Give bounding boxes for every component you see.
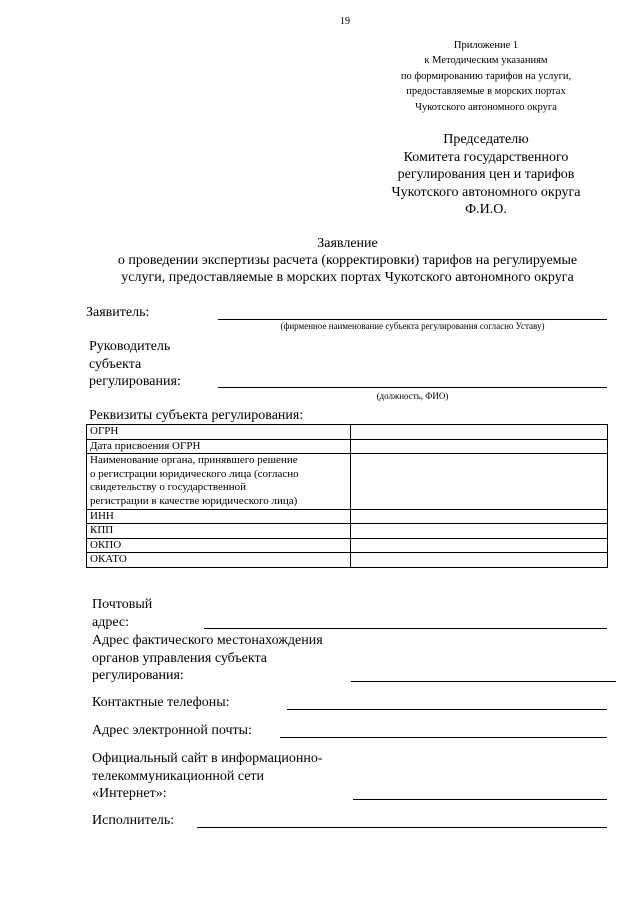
website-input-line[interactable]: [353, 799, 607, 800]
cell-text: ИНН: [90, 509, 114, 522]
cell-text: о регистрации юридического лица (согласно: [90, 467, 299, 480]
appendix-note: [355, 38, 617, 115]
executor-label: Исполнитель:: [92, 813, 175, 828]
table-row: [87, 538, 608, 553]
table-cell-label: [87, 454, 351, 509]
table-row: [87, 524, 608, 539]
website-label-line: «Интернет»:: [92, 786, 167, 801]
ogrn-date-value-cell[interactable]: [351, 439, 608, 454]
addressee-line: регулирования цен и тарифов: [397, 167, 575, 182]
applicant-input-line[interactable]: [218, 319, 607, 320]
requisites-table: [86, 424, 608, 568]
head-hint: (должность, ФИО): [376, 391, 449, 401]
email-label: Адрес электронной почты:: [92, 723, 252, 738]
actual-address-label: [92, 632, 323, 685]
actual-address-label-line: Адрес фактического местонахождения: [92, 633, 323, 648]
actual-address-label-line: органов управления субъекта: [92, 650, 268, 666]
head-label-line: регулирования:: [89, 374, 181, 389]
email-input-line[interactable]: [280, 737, 607, 738]
cell-text: ОГРН: [90, 425, 119, 437]
inn-value-cell[interactable]: [351, 509, 608, 524]
executor-input-line[interactable]: [197, 827, 607, 828]
cell-text: регистрации в качестве юридического лица): [90, 494, 298, 507]
cell-text: ОКАТО: [90, 553, 127, 566]
table-cell-label: [87, 509, 351, 524]
cell-text: Дата присвоения ОГРН: [90, 439, 201, 452]
postal-label-line: Почтовый: [92, 597, 153, 612]
addressee-line: Ф.И.О.: [465, 202, 507, 217]
appendix-line: к Методическим указаниям: [424, 55, 548, 67]
addressee-block: [355, 131, 617, 219]
table-cell-label: [87, 439, 351, 454]
cell-text: ОКПО: [90, 538, 122, 551]
cell-text: КПП: [90, 524, 114, 537]
statement-line: услуги, предоставляемые в морских портах Чукотского автономного округа: [121, 270, 574, 285]
addressee-line: Чукотского автономного округа: [391, 184, 581, 200]
table-cell-label: [87, 425, 351, 440]
statement-title: Заявление: [317, 236, 378, 251]
appendix-line: Приложение 1: [453, 40, 519, 51]
requisites-title: Реквизиты субъекта регулирования:: [89, 408, 304, 423]
table-cell-label: [87, 553, 351, 568]
applicant-label: Заявитель:: [86, 305, 150, 320]
postal-input-line[interactable]: [204, 628, 607, 629]
head-input-line[interactable]: [218, 387, 607, 388]
website-label-line: телекоммуникационной сети: [92, 768, 265, 784]
applicant-hint: (фирменное наименование субъекта регулирования согласно Уставу): [280, 321, 545, 331]
appendix-line: по формированию тарифов на услуги,: [400, 70, 572, 82]
head-label: [89, 338, 181, 391]
table-row: [87, 454, 608, 509]
appendix-line: Чукотского автономного округа: [415, 101, 557, 113]
addressee-line: Председателю: [443, 132, 529, 147]
table-cell-label: [87, 524, 351, 539]
statement-line: о проведении экспертизы расчета (корректировки) тарифов на регулируемые: [117, 253, 578, 268]
website-label-line: Официальный сайт в информационно-: [92, 751, 323, 766]
registration-body-value-cell[interactable]: [351, 454, 608, 509]
okato-value-cell[interactable]: [351, 553, 608, 568]
table-row: [87, 553, 608, 568]
okpo-value-cell[interactable]: [351, 538, 608, 553]
table-cell-label: [87, 538, 351, 553]
page-number: 19: [340, 16, 350, 27]
head-label-line: субъекта: [89, 356, 142, 372]
addressee-line: Комитета государственного: [403, 149, 569, 165]
table-row: [87, 439, 608, 454]
cell-text: свидетельству о государственной: [90, 481, 247, 494]
ogrn-value-cell[interactable]: [351, 425, 608, 440]
website-label: [92, 750, 323, 803]
table-row: [87, 425, 608, 440]
postal-label: [92, 596, 152, 631]
kpp-value-cell[interactable]: [351, 524, 608, 539]
table-row: [87, 509, 608, 524]
phones-label: Контактные телефоны:: [92, 695, 230, 710]
statement-heading: [75, 235, 620, 286]
actual-address-input-line[interactable]: [351, 681, 616, 682]
head-label-line: Руководитель: [89, 339, 171, 354]
cell-text: Наименование органа, принявшего решение: [90, 454, 298, 467]
phones-input-line[interactable]: [287, 709, 607, 710]
actual-address-label-line: регулирования:: [92, 668, 184, 683]
postal-label-line: адрес:: [92, 614, 130, 630]
appendix-line: предоставляемые в морских портах: [406, 86, 566, 98]
